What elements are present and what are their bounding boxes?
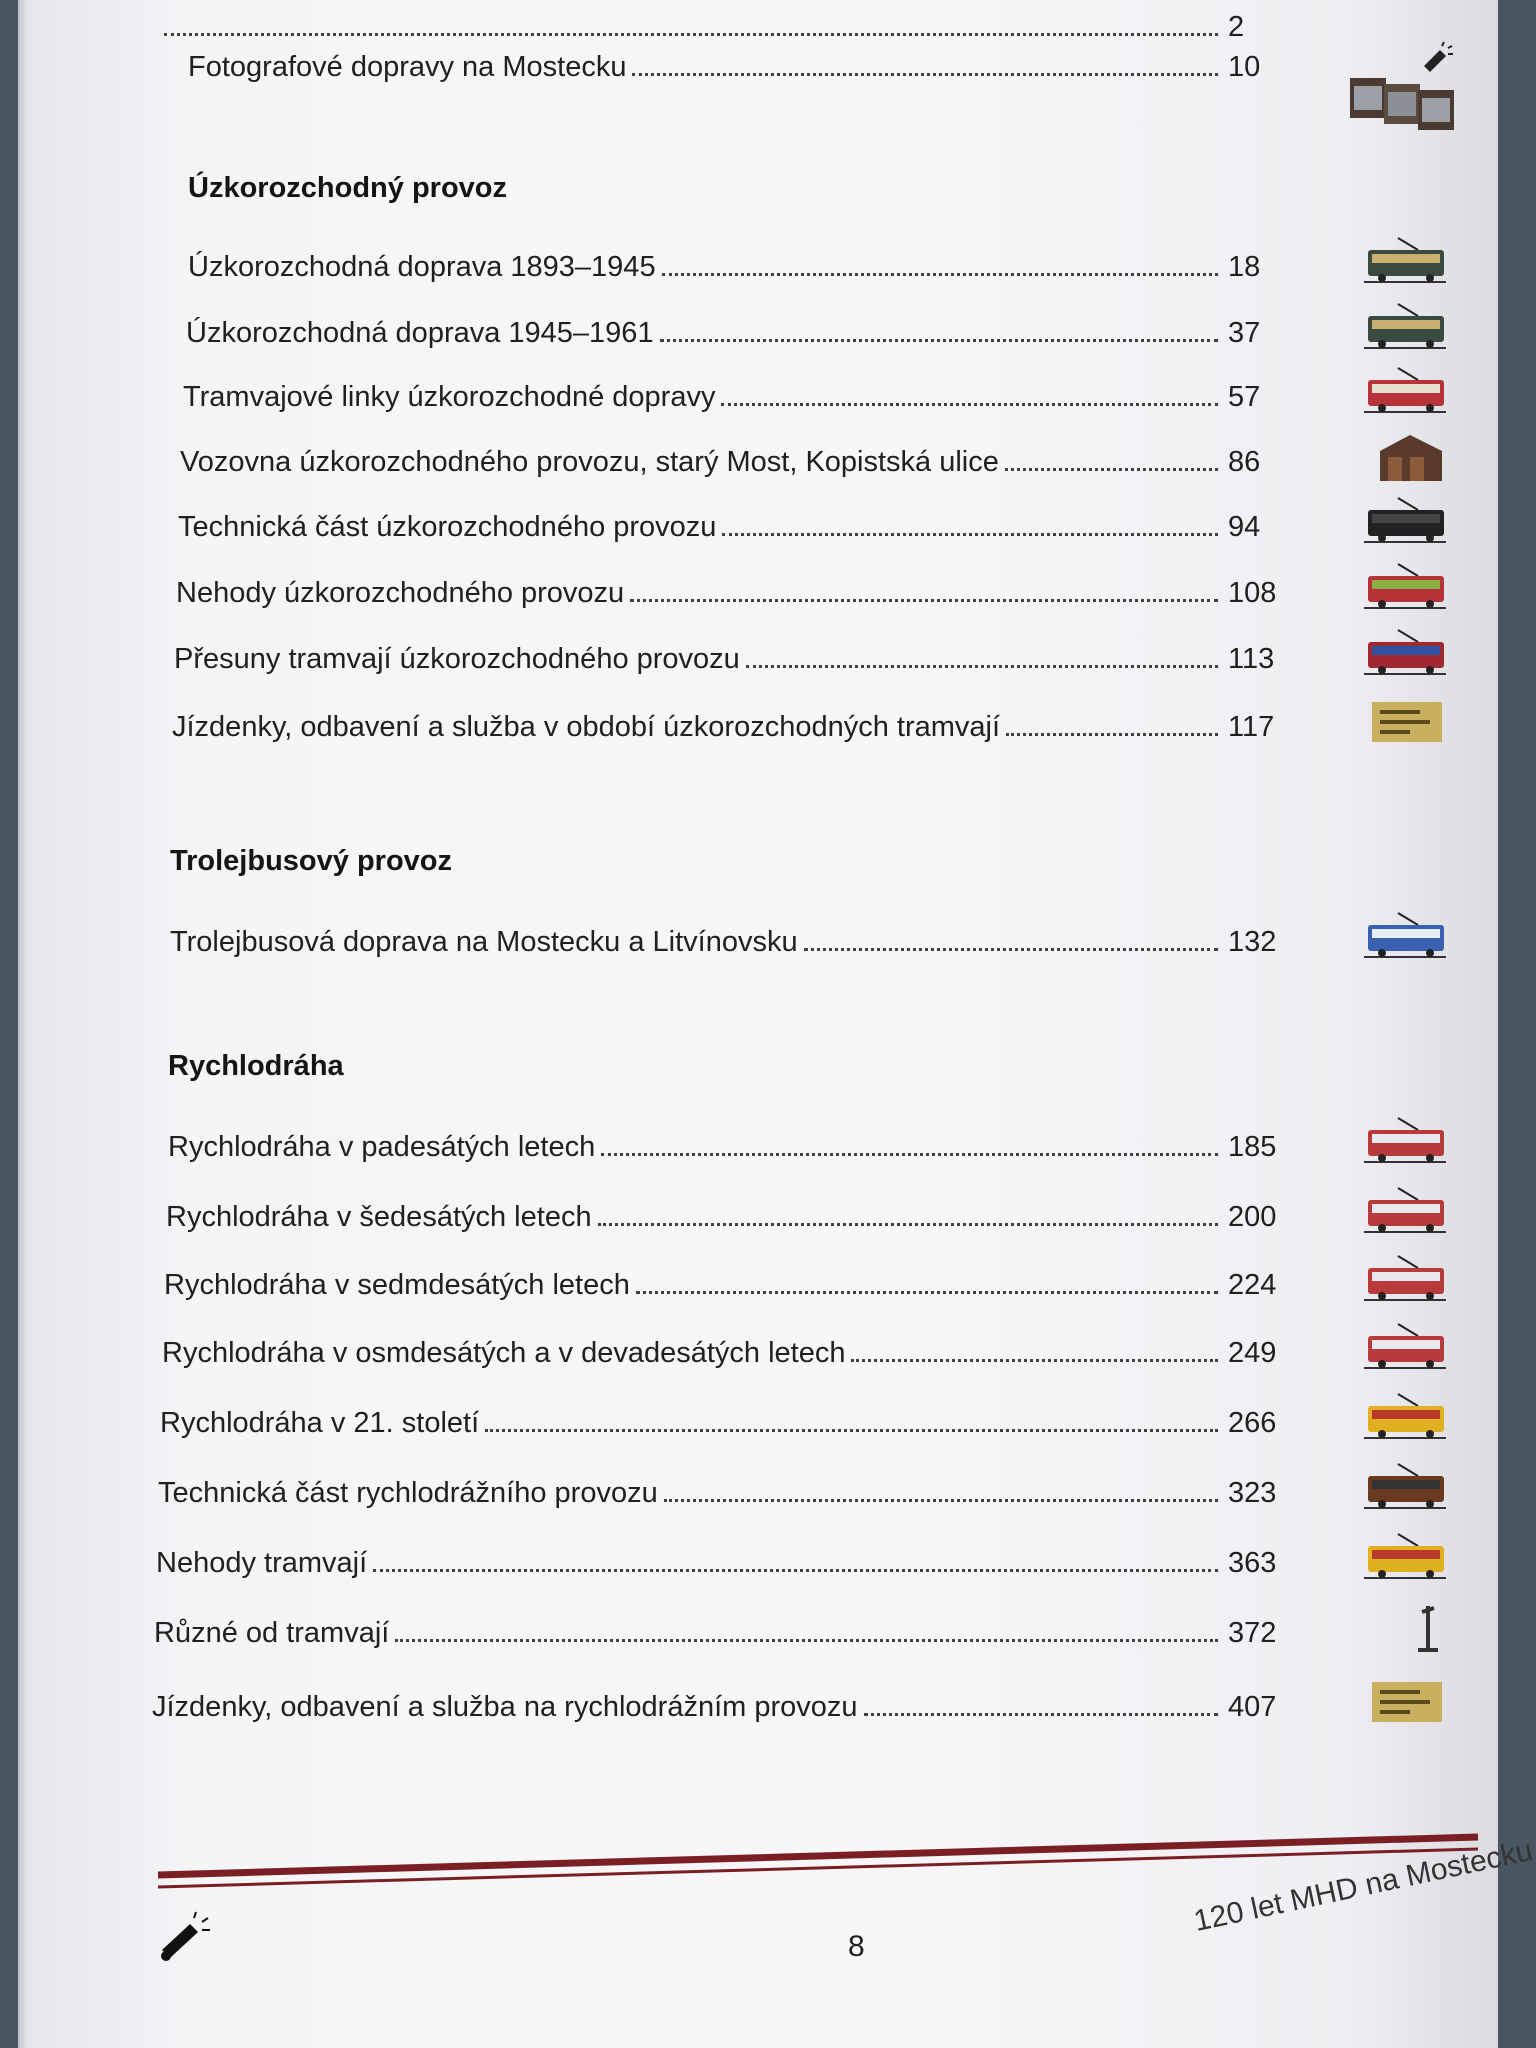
toc-row — [166, 1190, 1288, 1234]
toc-page-number: 224 — [1228, 1269, 1277, 1301]
toc-leader-dots — [632, 73, 1218, 76]
toc-title: Rychlodráha v 21. století — [160, 1407, 480, 1439]
toc-leader-dots — [636, 1291, 1218, 1294]
toc-title: Jízdenky, odbavení a služba na rychlodrážním provozu — [152, 1691, 858, 1723]
toc-leader-dots — [660, 339, 1218, 342]
toc-title: Přesuny tramvají úzkorozchodného provozu — [174, 643, 740, 675]
toc-leader-dots — [804, 948, 1218, 951]
page-edge — [18, 0, 28, 2048]
toc-row — [174, 632, 1288, 676]
toc-row — [178, 500, 1288, 544]
toc-title: Jízdenky, odbavení a služba v období úzkorozchodných tramvají — [172, 711, 1001, 743]
toc-title: Úzkorozchodná doprava 1893–1945 — [188, 251, 656, 283]
toc-title: Různé od tramvají — [154, 1617, 390, 1649]
toc-page-number: 372 — [1228, 1617, 1277, 1649]
section-heading: Trolejbusový provoz — [170, 845, 452, 877]
toc-leader-dots — [722, 533, 1218, 536]
toc-row — [160, 1396, 1288, 1440]
toc-row — [188, 40, 1288, 84]
toc-page-number: 10 — [1228, 51, 1261, 83]
toc-page-number: 407 — [1228, 1691, 1277, 1723]
tatra-tram-icon — [1358, 1116, 1448, 1168]
toc-leader-dots — [662, 273, 1218, 276]
toc-title: Trolejbusová doprava na Mostecku a Litvínovsku — [170, 926, 798, 958]
toc-page-number: 2 — [1228, 11, 1245, 43]
toc-page-number: 86 — [1228, 446, 1261, 478]
toc-page-number: 37 — [1228, 317, 1261, 349]
toc-row — [164, 1258, 1288, 1302]
crashed-tram-icon — [1358, 562, 1448, 614]
toc-row — [168, 1120, 1288, 1164]
toc-leader-dots — [851, 1359, 1218, 1362]
toc-title: Technická část úzkorozchodného provozu — [178, 511, 717, 543]
toc-leader-dots — [598, 1223, 1218, 1226]
toc-title: Vozovna úzkorozchodného provozu, starý Most, Kopistská ulice — [180, 446, 999, 478]
toc-leader-dots — [373, 1569, 1218, 1572]
pole-sign-icon — [1358, 1602, 1448, 1654]
toc-title: Tramvajové linky úzkorozchodné dopravy — [183, 381, 716, 413]
toc-row — [158, 1466, 1288, 1510]
toc-page-number: 249 — [1228, 1337, 1277, 1369]
red-tram-icon — [1358, 366, 1448, 418]
toc-title: Rychlodráha v padesátých letech — [168, 1131, 596, 1163]
toc-page-number: 94 — [1228, 511, 1261, 543]
toc-leader-dots — [721, 403, 1218, 406]
trolleybus-icon — [1358, 911, 1448, 963]
section-heading: Úzkorozchodný provoz — [188, 172, 508, 204]
toc-row — [188, 240, 1288, 284]
service-car-icon — [1358, 1462, 1448, 1514]
toc-leader-dots — [864, 1713, 1218, 1716]
narrow-gauge-tram-icon — [1358, 302, 1448, 354]
photo-strip-icon — [1348, 70, 1458, 160]
toc-leader-dots — [746, 665, 1218, 668]
toc-page-number: 185 — [1228, 1131, 1277, 1163]
service-locomotive-icon — [1358, 496, 1448, 548]
toc-page-number: 266 — [1228, 1407, 1277, 1439]
book-title: 120 let MHD na Mostecku — [1190, 1833, 1536, 1939]
section-heading: Rychlodráha — [168, 1050, 344, 1082]
toc-leader-dots — [395, 1639, 1218, 1642]
tatra-tram-icon — [1358, 1322, 1448, 1374]
tatra-tram-icon — [1358, 1254, 1448, 1306]
toc-row — [172, 700, 1288, 744]
toc-leader-dots — [485, 1429, 1218, 1432]
ticket-icon — [1358, 1676, 1448, 1728]
toc-page-number: 132 — [1228, 926, 1277, 958]
toc-row — [162, 1326, 1288, 1370]
toc-page-number: 18 — [1228, 251, 1261, 283]
toc-page-number: 108 — [1228, 577, 1277, 609]
toc-page-number: 57 — [1228, 381, 1261, 413]
yellow-tram-icon — [1358, 1532, 1448, 1584]
toc-title: Rychlodráha v osmdesátých a v devadesátých letech — [162, 1337, 846, 1369]
toc-leader-dots — [601, 1153, 1218, 1156]
toc-row — [156, 1536, 1288, 1580]
toc-leader-dots — [1006, 733, 1218, 736]
toc-page-number: 117 — [1228, 711, 1275, 743]
toc-title: Nehody tramvají — [156, 1547, 368, 1579]
page-number: 8 — [848, 1930, 865, 1963]
toc-title: Rychlodráha v sedmdesátých letech — [164, 1269, 630, 1301]
toc-page-number: 363 — [1228, 1547, 1277, 1579]
megaphone-icon — [156, 1910, 216, 1970]
narrow-gauge-tram-icon — [1358, 236, 1448, 288]
toc-page-number: 113 — [1228, 643, 1275, 675]
toc-row — [170, 915, 1288, 959]
toc-row — [176, 566, 1288, 610]
toc-row — [186, 306, 1288, 350]
toc-title: Nehody úzkorozchodného provozu — [176, 577, 625, 609]
tram-on-truck-icon — [1358, 628, 1448, 680]
toc-title: Technická část rychlodrážního provozu — [158, 1477, 658, 1509]
toc-title: Úzkorozchodná doprava 1945–1961 — [186, 317, 654, 349]
toc-row — [180, 435, 1288, 479]
tatra-tram-icon — [1358, 1186, 1448, 1238]
toc-leader-dots — [164, 33, 1218, 36]
book-page — [18, 0, 1536, 2048]
toc-leader-dots — [664, 1499, 1218, 1502]
toc-page-number: 200 — [1228, 1201, 1277, 1233]
toc-leader-dots — [630, 599, 1218, 602]
toc-leader-dots — [1005, 468, 1218, 471]
toc-row — [154, 1606, 1288, 1650]
toc-row — [152, 1680, 1288, 1724]
yellow-tram-icon — [1358, 1392, 1448, 1444]
toc-title: Fotografové dopravy na Mostecku — [188, 51, 627, 83]
toc-page-number: 323 — [1228, 1477, 1277, 1509]
toc-title: Rychlodráha v šedesátých letech — [166, 1201, 592, 1233]
toc-row — [158, 0, 1288, 44]
ticket-icon — [1358, 696, 1448, 748]
depot-building-icon — [1358, 431, 1448, 483]
toc-row — [183, 370, 1288, 414]
